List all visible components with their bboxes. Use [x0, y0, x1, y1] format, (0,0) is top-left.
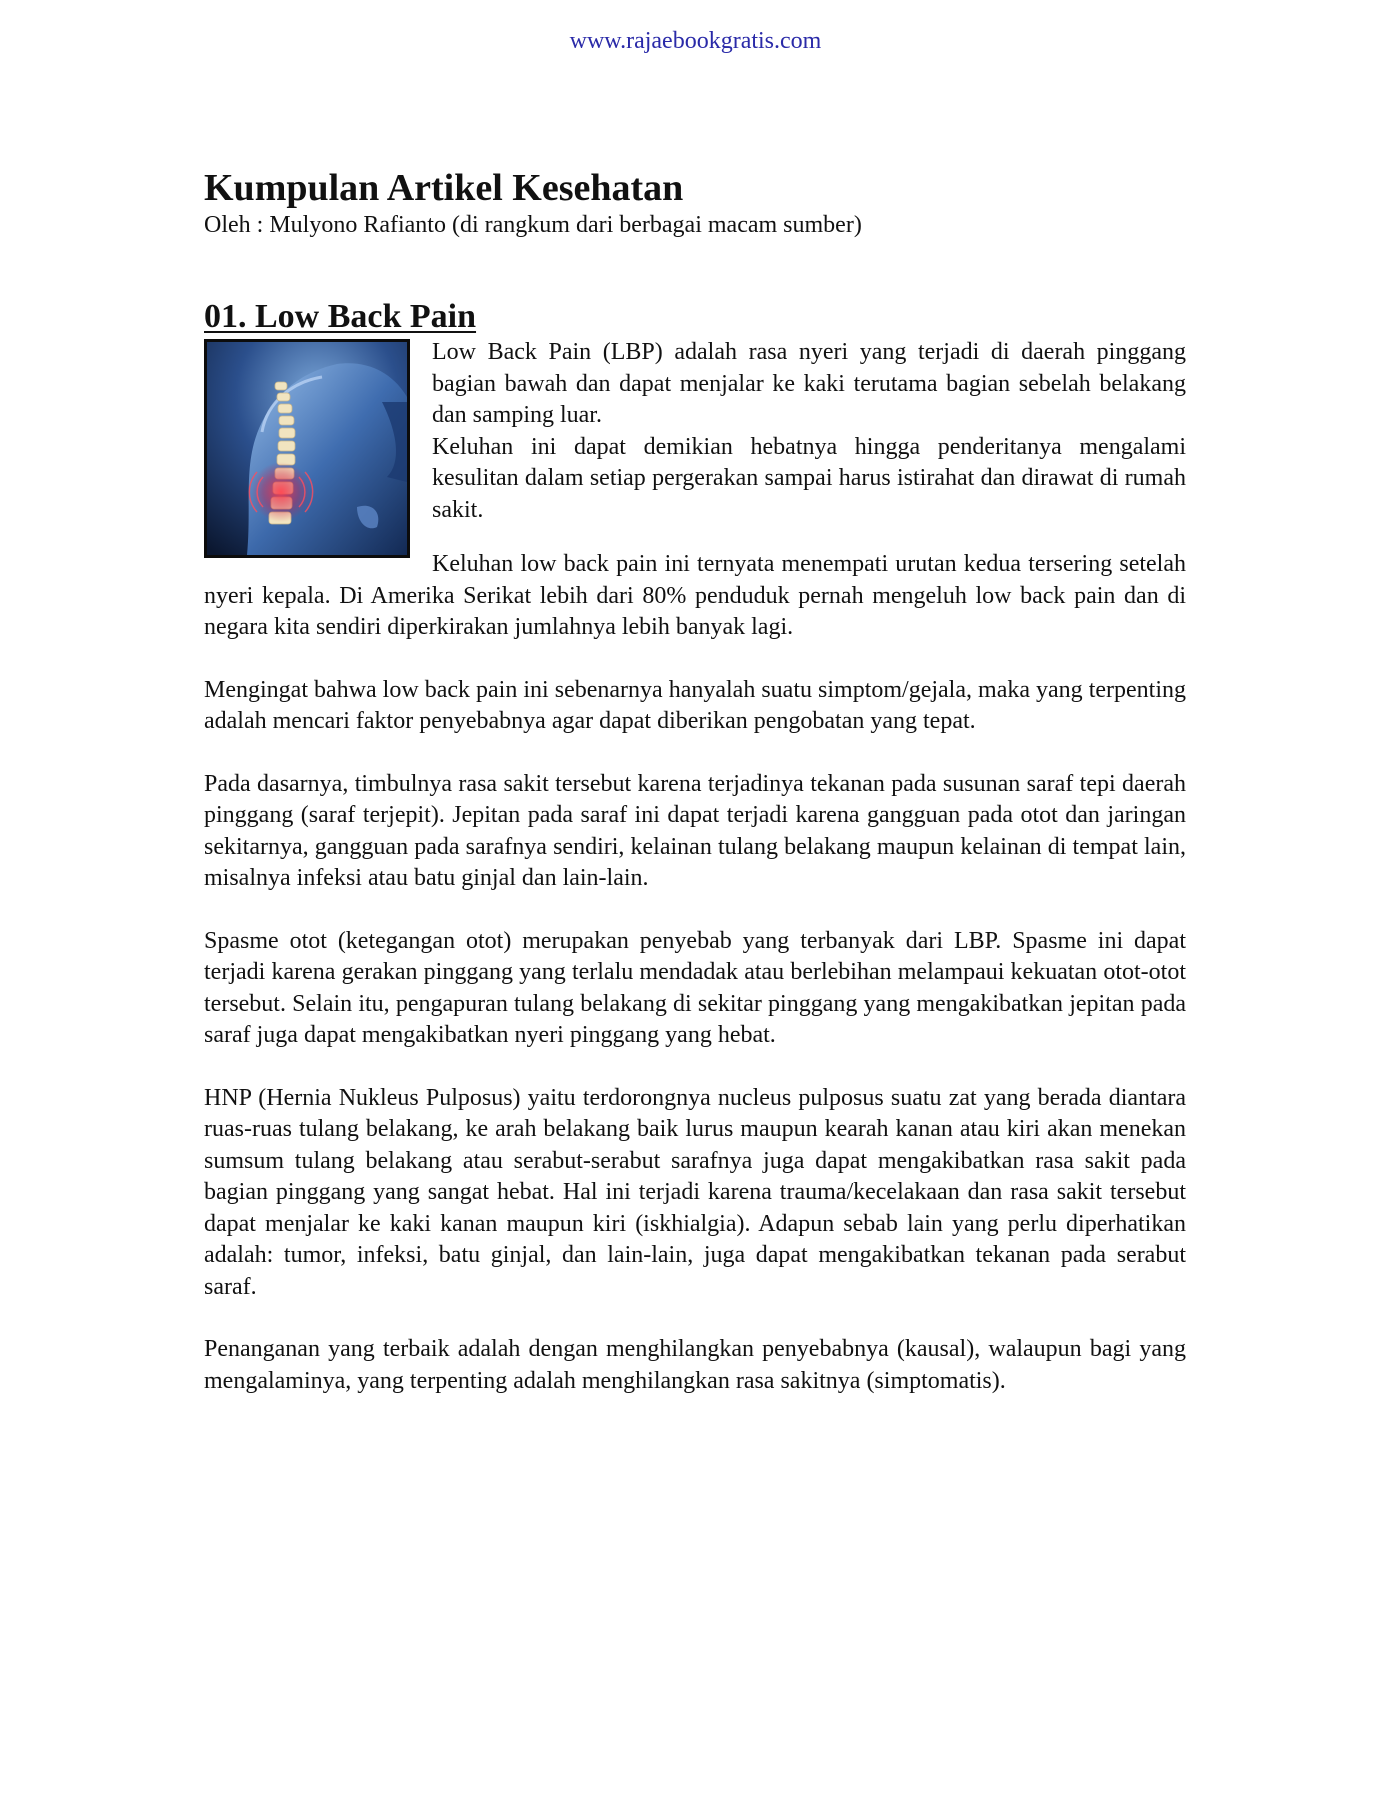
paragraph-6: Penanganan yang terbaik adalah dengan menghilangkan penyebabnya (kausal), walaupun bagi yang mengalaminya, yang terpenting adalah menghilangkan rasa sakitnya (simptomatis). [204, 1336, 1186, 1394]
paragraph-5: HNP (Hernia Nukleus Pulposus) yaitu terdorongnya nucleus pulposus suatu zat yang berada diantara ruas-ruas tulang belakang, ke arah belakang baik lurus maupun kearah kanan atau kiri akan menekan sumsum tulang belakang atau serabut-serabut sarafnya juga dapat mengakibatkan rasa sakit pada bagian pinggang yang sangat hebat. Hal ini terjadi karena trauma/kecelakaan dan rasa sakit tersebut dapat menjalar ke kaki kanan maupun kiri (iskhialgia). Adapun sebab lain yang perlu diperhatikan adalah: tumor, infeksi, batu ginjal, dan lain-lain, juga dapat mengakibatkan tekanan pada serabut saraf. [204, 1084, 1186, 1300]
spine-back-image [204, 339, 410, 558]
intro-paragraph-2: Keluhan ini dapat demikian hebatnya hingga penderitanya mengalami kesulitan dalam setiap pergerakan sampai harus istirahat dan dirawat di rumah sakit. [432, 433, 1186, 523]
site-url-link[interactable]: www.rajaebookgratis.com [569, 28, 822, 54]
section-heading: 01. Low Back Pain [204, 298, 477, 335]
intro-paragraph-1: Low Back Pain (LBP) adalah rasa nyeri yang terjadi di daerah pinggang bagian bawah dan dapat menjalar ke kaki terutama bagian sebelah belakang dan samping luar. [432, 339, 1186, 428]
document-body [204, 166, 1186, 1397]
spine-illustration [207, 342, 407, 555]
document-byline: Oleh : Mulyono Rafianto (di rangkum dari berbagai macam sumber) [204, 212, 862, 238]
document-title: Kumpulan Artikel Kesehatan [204, 167, 684, 209]
paragraph-4: Spasme otot (ketegangan otot) merupakan penyebab yang terbanyak dari LBP. Spasme ini dapat terjadi karena gerakan pinggang yang terlalu mendadak atau berlebihan melampaui kekuatan otot-otot tersebut. Selain itu, pengapuran tulang belakang di sekitar pinggang yang mengakibatkan jepitan pada saraf juga dapat mengakibatkan nyeri pinggang yang hebat. [204, 927, 1186, 1048]
section-intro [204, 337, 1186, 644]
paragraph-1: Keluhan low back pain ini ternyata menempati urutan kedua tersering setelah nyeri kepala. Di Amerika Serikat lebih dari 80% penduduk pernah mengeluh low back pain dan di negara kita sendiri diperkirakan jumlahnya lebih banyak lagi. [204, 551, 1186, 640]
paragraph-3: Pada dasarnya, timbulnya rasa sakit tersebut karena terjadinya tekanan pada susunan saraf tepi daerah pinggang (saraf terjepit). Jepitan pada saraf ini dapat terjadi karena gangguan pada otot dan jaringan sekitarnya, gangguan pada sarafnya sendiri, kelainan tulang belakang maupun kelainan di tempat lain, misalnya infeksi atau batu ginjal dan lain-lain. [204, 770, 1186, 891]
paragraph-2: Mengingat bahwa low back pain ini sebenarnya hanyalah suatu simptom/gejala, maka yang terpenting adalah mencari faktor penyebabnya agar dapat diberikan pengobatan yang tepat. [204, 676, 1186, 734]
